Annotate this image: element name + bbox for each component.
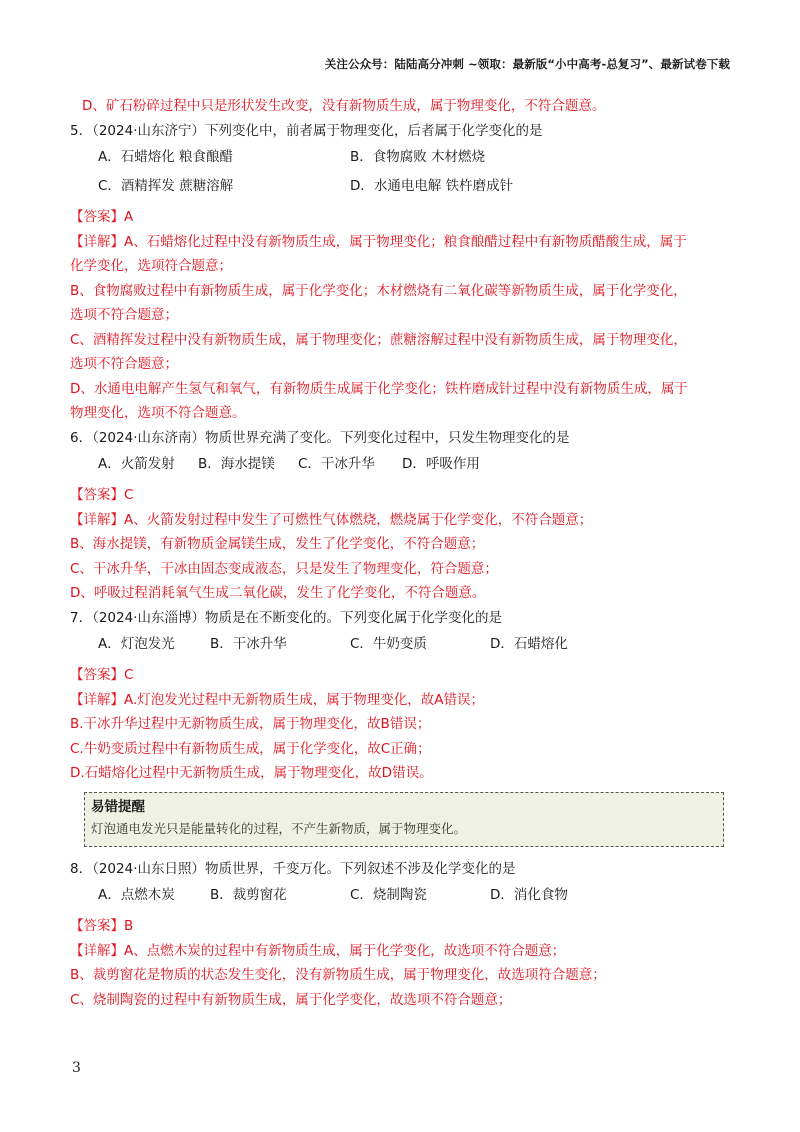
q8-option-b: B．裁剪窗花 <box>210 887 287 903</box>
q7-answer: 【答案】C <box>70 667 134 683</box>
q6-options-row <box>70 450 730 479</box>
q6-option-a: A．火箭发射 <box>98 456 175 472</box>
q8-stem: 8．（2024·山东日照）物质世界，千变万化。下列叙述不涉及化学变化的是 <box>70 860 516 877</box>
q5-detail: 选项不符合题意； <box>70 307 178 323</box>
q6-option-c: C．干冰升华 <box>298 456 375 472</box>
q6-option-b: B．海水提镁 <box>198 456 275 472</box>
q7-detail: B.干冰升华过程中无新物质生成，属于物理变化，故B错误； <box>70 716 431 732</box>
q5-detail: C、酒精挥发过程中没有新物质生成，属于物理变化；蔗糖溶解过程中没有新物质生成，属于物理变化， <box>70 331 687 348</box>
q5-detail: B、食物腐败过程中有新物质生成，属于化学变化；木材燃烧有二氧化碳等新物质生成，属于化学变化， <box>70 282 687 299</box>
q5-option-d: D．水通电电解 铁杵磨成针 <box>350 178 514 194</box>
q7-option-d: D．石蜡熔化 <box>490 636 568 652</box>
q6-detail: B、海水提镁，有新物质金属镁生成，发生了化学变化，不符合题意； <box>70 536 485 552</box>
q6-stem: 6．（2024·山东济南）物质世界充满了变化。下列变化过程中，只发生物理变化的是 <box>70 429 570 446</box>
tip-body: 灯泡通电发光只是能量转化的过程，不产生新物质，属于物理变化。 <box>91 820 467 836</box>
q6-answer: 【答案】C <box>70 487 134 503</box>
q7-stem: 7．（2024·山东淄博）物质是在不断变化的。下列变化属于化学变化的是 <box>70 609 502 626</box>
q8-options-row <box>70 881 730 910</box>
q7-option-b: B．干冰升华 <box>210 636 287 652</box>
q8-detail: 【详解】A、点燃木炭的过程中有新物质生成，属于化学变化，故选项不符合题意； <box>70 942 566 959</box>
q7-detail: 【详解】A.灯泡发光过程中无新物质生成，属于物理变化，故A错误； <box>70 691 485 708</box>
q6-option-d: D．呼吸作用 <box>402 456 480 472</box>
q8-detail: B、裁剪窗花是物质的状态发生变化，没有新物质生成，属于物理变化，故选项符合题意； <box>70 967 606 983</box>
q5-answer: 【答案】A <box>70 209 134 225</box>
page-number: 3 <box>72 1060 81 1076</box>
prev-detail-line: D、矿石粉碎过程中只是形状发生改变，没有新物质生成，属于物理变化，不符合题意。 <box>82 98 606 114</box>
q6-detail: C、干冰升华，干冰由固态变成液态，只是发生了物理变化，符合题意； <box>70 560 498 577</box>
q8-detail: C、烧制陶瓷的过程中有新物质生成，属于化学变化，故选项不符合题意； <box>70 991 512 1008</box>
q5-option-c: C．酒精挥发 蔗糖溶解 <box>98 178 234 194</box>
q7-option-c: C．牛奶变质 <box>350 636 427 652</box>
q7-option-a: A．灯泡发光 <box>98 636 175 652</box>
q5-detail: 化学变化，选项符合题意； <box>70 258 232 274</box>
q6-detail: D、呼吸过程消耗氧气生成二氧化碳，发生了化学变化，不符合题意。 <box>70 585 486 601</box>
q8-option-d: D．消化食物 <box>490 887 568 903</box>
page-header: 关注公众号：陆陆高分冲刺 ~领取：最新版“小中高考-总复习”、最新试卷下载 <box>324 57 730 71</box>
q5-detail: D、水通电电解产生氢气和氧气，有新物质生成属于化学变化；铁杵磨成针过程中没有新物质生成，属于 <box>70 380 688 397</box>
q6-detail: 【详解】A、火箭发射过程中发生了可燃性气体燃烧，燃烧属于化学变化，不符合题意； <box>70 511 593 528</box>
q7-detail: C.牛奶变质过程中有新物质生成，属于化学变化，故C正确； <box>70 740 431 757</box>
q5-options-row-2 <box>70 172 730 201</box>
document-body <box>70 94 730 1012</box>
q5-option-a: A．石蜡熔化 粮食酿醋 <box>98 149 234 165</box>
q5-options-row-1 <box>70 143 730 172</box>
error-tip-box <box>84 792 724 847</box>
q5-option-b: B．食物腐败 木材燃烧 <box>350 149 486 165</box>
q8-option-c: C．烧制陶瓷 <box>350 887 427 903</box>
q5-detail: 物理变化，选项不符合题意。 <box>70 405 246 421</box>
q8-option-a: A．点燃木炭 <box>98 887 175 903</box>
q5-detail: 选项不符合题意； <box>70 356 178 372</box>
q5-stem: 5．（2024·山东济宁）下列变化中，前者属于物理变化，后者属于化学变化的是 <box>70 122 543 139</box>
q7-detail: D.石蜡熔化过程中无新物质生成，属于物理变化，故D错误。 <box>70 765 433 781</box>
tip-title: 易错提醒 <box>91 798 145 815</box>
q7-options-row <box>70 630 730 659</box>
q8-answer: 【答案】B <box>70 918 134 934</box>
q5-detail: 【详解】A、石蜡熔化过程中没有新物质生成，属于物理变化；粮食酿醋过程中有新物质醋酸生成，属于 <box>70 233 687 250</box>
